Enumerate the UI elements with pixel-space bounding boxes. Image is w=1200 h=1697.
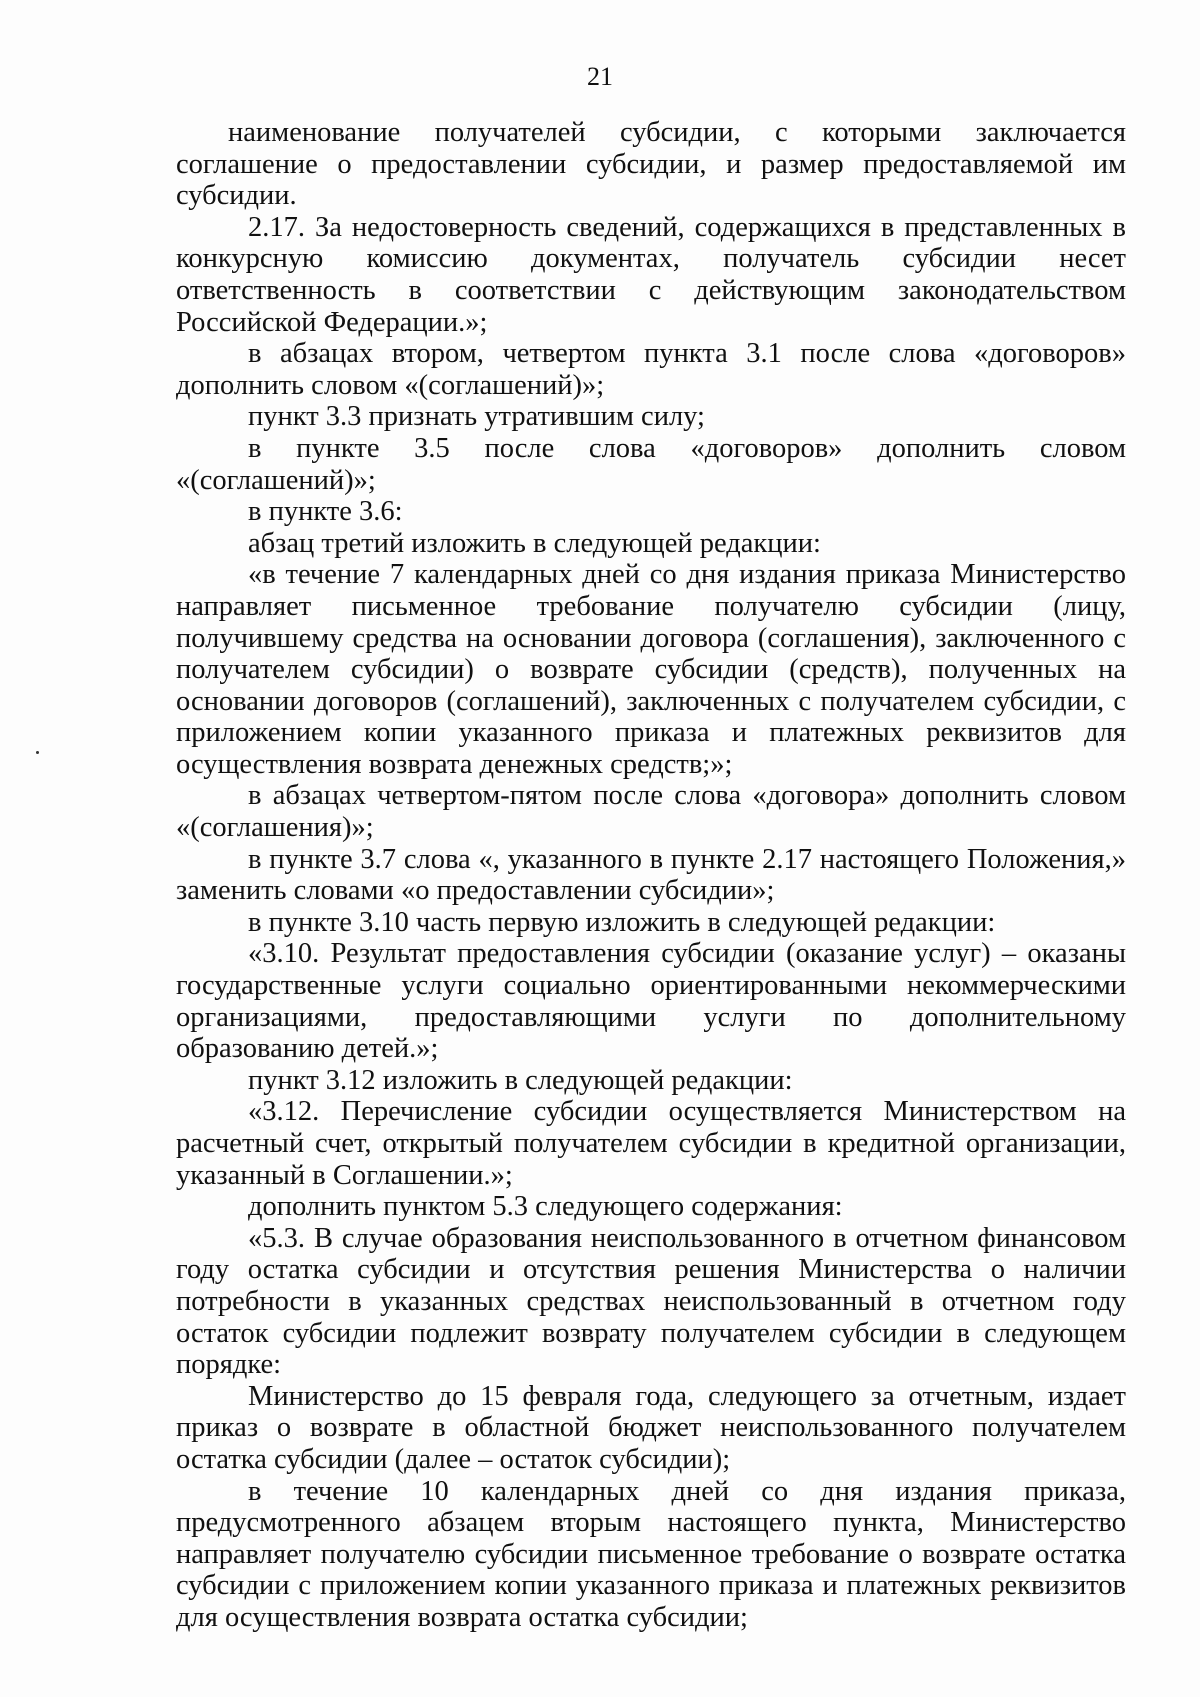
paragraph-add-5-3: дополнить пунктом 5.3 следующего содержания: bbox=[248, 1191, 843, 1223]
paragraph-quote-3-6: «в течение 7 календарных дней со дня издания приказа Министерство направляет письменное требование получателю субсидии (лицу, получившему средства на основании договора (соглашения), заключенного с получателем субсидии) о возврате субсидии (средств), полученных на основании договоров (соглашений), заключенных с получателем субсидии, с приложением копии указанного приказа и платежных реквизитов для осуществления возврата денежных средств;»; bbox=[176, 559, 1126, 780]
paragraph-amend-3-7: в пункте 3.7 слова «, указанного в пункте 2.17 настоящего Положения,» заменить словами «о предоставлении субсидии»; bbox=[176, 843, 1126, 907]
document-body bbox=[176, 117, 1126, 1634]
paragraph-amend-3-6-third: абзац третий изложить в следующей редакции: bbox=[248, 527, 821, 559]
page-number: 21 bbox=[587, 62, 613, 91]
paragraph-2-17: 2.17. За недостоверность сведений, содержащихся в представленных в конкурсную комиссию документах, получатель субсидии несет ответственность в соответствии с действующим законодательством Российской Федерации.»; bbox=[176, 211, 1126, 338]
paragraph-amend-3-10: в пункте 3.10 часть первую изложить в следующей редакции: bbox=[248, 906, 996, 938]
scan-speck bbox=[36, 751, 39, 754]
paragraph-amend-3-6: в пункте 3.6: bbox=[248, 496, 403, 528]
paragraph-amend-3-1: в абзацах втором, четвертом пункта 3.1 после слова «договоров» дополнить словом «(соглашений)»; bbox=[176, 338, 1126, 401]
paragraph-quote-5-3: «5.3. В случае образования неиспользованного в отчетном финансовом году остатка субсидии и отсутствия решения Министерства о наличии потребности в указанных средствах неиспользованный в отчетном году остаток субсидии подлежит возврату получателем субсидии в следующем порядке: bbox=[176, 1222, 1126, 1381]
paragraph-amend-3-5: в пункте 3.5 после слова «договоров» дополнить словом «(соглашений)»; bbox=[176, 432, 1126, 496]
paragraph-continuation: наименование получателей субсидии, с которыми заключается соглашение о предоставлении субсидии, и размер предоставляемой им субсидии. bbox=[176, 117, 1126, 212]
paragraph-amend-3-6-fourth-fifth: в абзацах четвертом-пятом после слова «договора» дополнить словом «(соглашения)»; bbox=[176, 780, 1126, 844]
paragraph-amend-3-12: пункт 3.12 изложить в следующей редакции: bbox=[248, 1064, 793, 1096]
paragraph-quote-3-10: «3.10. Результат предоставления субсидии (оказание услуг) – оказаны государственные услуги социально ориентированными некоммерческими организациями, предоставляющими услуги по дополнительному образованию детей.»; bbox=[176, 938, 1126, 1065]
paragraph-ministry-order: Министерство до 15 февраля года, следующего за отчетным, издает приказ о возврате в областной бюджет неиспользованного получателем остатка субсидии (далее – остаток субсидии); bbox=[176, 1380, 1126, 1475]
paragraph-amend-3-3: пункт 3.3 признать утратившим силу; bbox=[248, 401, 705, 433]
paragraph-quote-3-12: «3.12. Перечисление субсидии осуществляется Министерством на расчетный счет, открытый получателем субсидии в кредитной организации, указанный в Соглашении.»; bbox=[176, 1096, 1126, 1191]
paragraph-ten-days: в течение 10 календарных дней со дня издания приказа, предусмотренного абзацем вторым настоящего пункта, Министерство направляет получателю субсидии письменное требование о возврате остатка субсидии с приложением копии указанного приказа и платежных реквизитов для осуществления возврата остатка субсидии; bbox=[176, 1475, 1126, 1633]
